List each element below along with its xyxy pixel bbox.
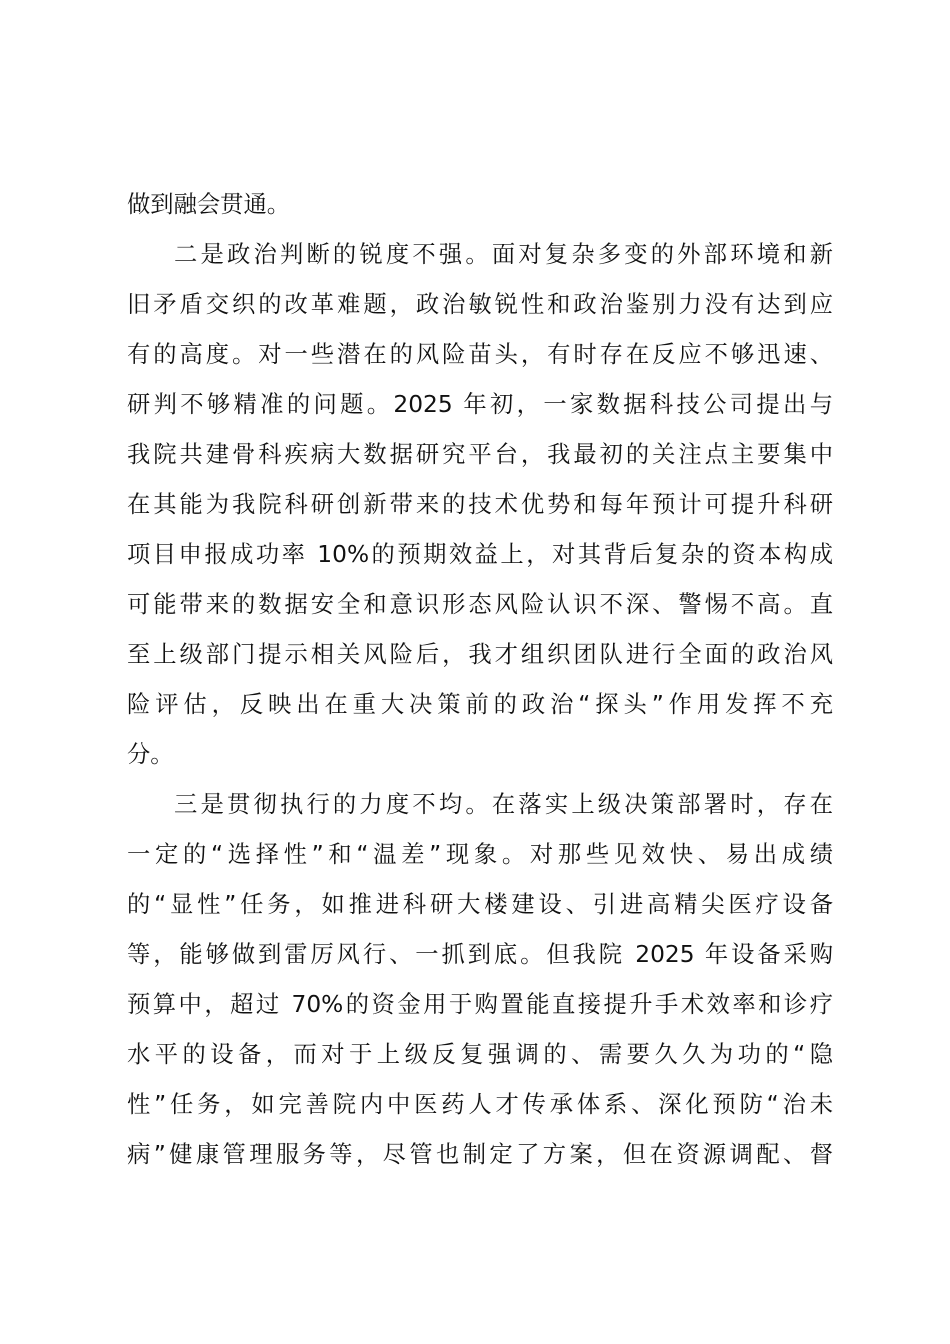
text-line: 可能带来的数据安全和意识形态风险认识不深、警惕不高。直 <box>127 591 833 618</box>
text-line: 我院共建骨科疾病大数据研究平台，我最初的关注点主要集中 <box>127 441 833 468</box>
text-line: 二是政治判断的锐度不强。面对复杂多变的外部环境和新 <box>174 241 833 268</box>
text-line: 等，能够做到雷厉风行、一抓到底。但我院 2025 年设备采购 <box>127 941 833 968</box>
text-line: 性”任务，如完善院内中医药人才传承体系、深化预防“治未 <box>127 1091 833 1118</box>
text-line: 在其能为我院科研创新带来的技术优势和每年预计可提升科研 <box>127 491 833 518</box>
paragraph-political-judgment <box>127 236 833 786</box>
text-line: 有的高度。对一些潜在的风险苗头，有时存在反应不够迅速、 <box>127 341 833 368</box>
text-line: 一定的“选择性”和“温差”现象。对那些见效快、易出成绩 <box>127 841 833 868</box>
body-text <box>127 186 833 1186</box>
text-line: 的“显性”任务，如推进科研大楼建设、引进高精尖医疗设备 <box>127 891 833 918</box>
text-line: 项目申报成功率 10%的预期效益上，对其背后复杂的资本构成 <box>127 541 833 568</box>
text-line: 旧矛盾交织的改革难题，政治敏锐性和政治鉴别力没有达到应 <box>127 291 833 318</box>
text-line: 研判不够精准的问题。2025 年初，一家数据科技公司提出与 <box>127 391 833 418</box>
text-line: 分。 <box>127 741 174 768</box>
text-line: 三是贯彻执行的力度不均。在落实上级决策部署时，存在 <box>174 791 833 818</box>
text-line: 险评估，反映出在重大决策前的政治“探头”作用发挥不充 <box>127 691 833 718</box>
text-line: 水平的设备，而对于上级反复强调的、需要久久为功的“隐 <box>127 1041 833 1068</box>
text-line: 病”健康管理服务等，尽管也制定了方案，但在资源调配、督 <box>127 1141 833 1168</box>
text-line: 至上级部门提示相关风险后，我才组织团队进行全面的政治风 <box>127 641 833 668</box>
paragraph-continuation <box>127 186 833 236</box>
text-line: 做到融会贯通。 <box>127 191 291 218</box>
text-line: 预算中，超过 70%的资金用于购置能直接提升手术效率和诊疗 <box>127 991 833 1018</box>
paragraph-execution <box>127 786 833 1186</box>
